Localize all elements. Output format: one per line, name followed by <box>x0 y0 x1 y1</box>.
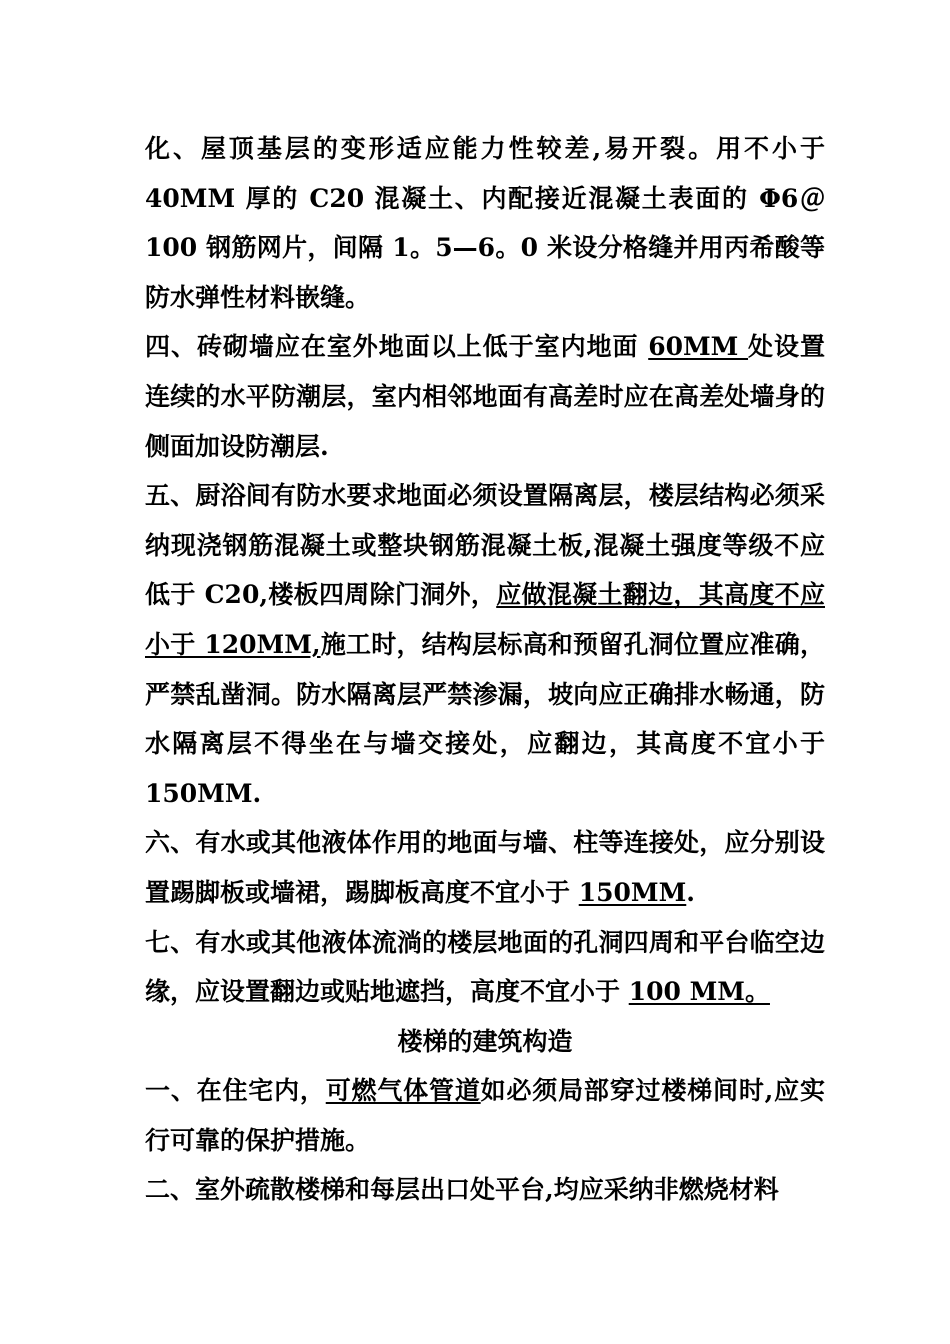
paragraph-7-opening-edges <box>145 918 825 1017</box>
underlined-text: 60MM <box>648 332 749 362</box>
text-run: 如必须局部穿过楼梯间时,应实行可靠的保护措施。 <box>145 1076 825 1155</box>
paragraph-6-skirting <box>145 818 825 917</box>
text-run: 一、在住宅内， <box>145 1076 326 1106</box>
paragraph-4-damp-proof-course <box>145 322 825 471</box>
heading-text: 楼梯的建筑构造 <box>397 1026 573 1056</box>
section-heading-stairs <box>145 1017 825 1067</box>
text-run: . <box>686 877 695 907</box>
underlined-text: 应做混凝土翻边，其高度不应小于 120MM, <box>145 580 825 659</box>
text-run: 四、砖砌墙应在室外地面以上低于室内地面 <box>145 332 649 362</box>
text-run: 六、有水或其他液体作用的地面与墙、柱等连接处，应分别设置踢脚板或墙裙，踢脚板高度不宜小于 <box>145 828 825 907</box>
underlined-text: 100 MM。 <box>628 977 770 1007</box>
text-run: 七、有水或其他液体流淌的楼层地面的孔洞四周和平台临空边缘，应设置翻边或贴地遮挡，高度不宜小于 <box>145 927 825 1007</box>
paragraph-5-wet-room-isolation <box>145 471 825 818</box>
paragraph-roof-continued <box>145 124 825 322</box>
document-body <box>145 124 825 1215</box>
text-run: 化、屋顶基层的变形适应能力性较差,易开裂。用不小于 40MM 厚的 C20 混凝土、内配接近混凝土表面的 Φ6＠100 钢筋网片，间隔 1。5—6。0 米设分格缝并用丙希酸等防水弹性材料嵌缝。 <box>145 134 825 312</box>
text-run: 二、室外疏散楼梯和每层出口处平台,均应采纳非燃烧材料 <box>145 1175 779 1205</box>
underlined-text: 150MM <box>578 877 687 907</box>
text-run: 施工时，结构层标高和预留孔洞位置应准确，严禁乱凿洞。防水隔离层严禁渗漏，坡向应正确排水畅通，防水隔离层不得坐在与墙交接处，应翻边，其高度不宜小于 150MM. <box>145 629 825 808</box>
paragraph-stairs-1-gas-pipes <box>145 1066 825 1165</box>
paragraph-stairs-2-evacuation <box>145 1165 825 1215</box>
text-run: 五、厨浴间有防水要求地面必须设置隔离层，楼层结构必须采纳现浇钢筋混凝土或整块钢筋混凝土板,混凝土强度等级不应低于 C20,楼板四周除门洞外， <box>145 481 825 610</box>
text-run: 处设置连续的水平防潮层，室内相邻地面有高差时应在高差处墙身的侧面加设防潮层. <box>145 332 825 461</box>
underlined-text: 可燃气体管道 <box>325 1076 481 1106</box>
